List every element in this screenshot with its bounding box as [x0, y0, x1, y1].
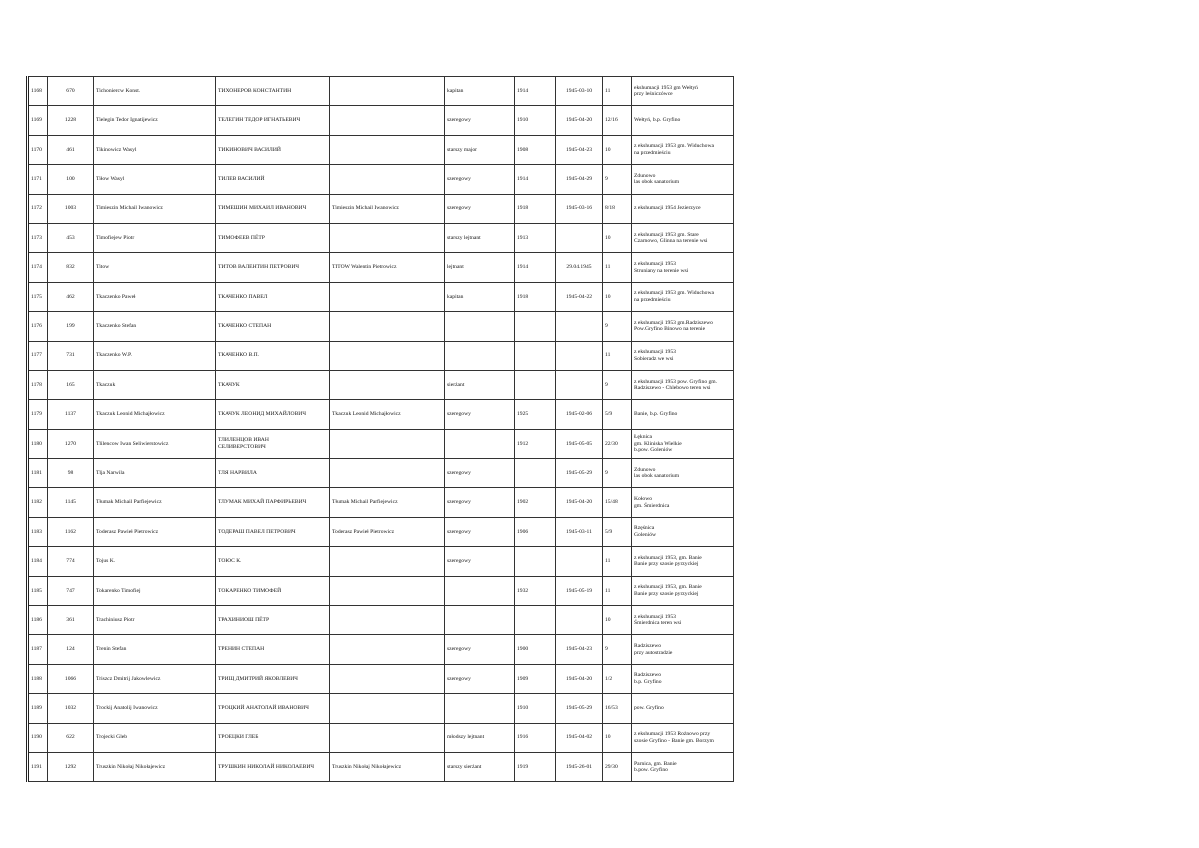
birth-year-cell: 1910 [515, 106, 556, 135]
birth-year-cell [515, 341, 556, 370]
latin-name-cell: Tlja Narwila [94, 459, 216, 488]
row-id-cell: 1168 [28, 77, 48, 106]
rank-cell: starszy major [445, 135, 515, 164]
grave-cell: 5/9 [603, 517, 632, 546]
cyrillic-name-cell: ТЛЯ НАРВИЛА [216, 459, 330, 488]
latin-name-cell: Timofiejew Piotr [94, 223, 216, 252]
cyrillic-name-cell: ТРИЩ ДМИТРИЙ ЯКОВЛЕВИЧ [216, 664, 330, 693]
rank-cell [445, 606, 515, 635]
table-row [28, 429, 734, 458]
table-row [28, 752, 734, 781]
cyrillic-name-cell: ТРОЕЦКИ ГЛЕБ [216, 723, 330, 752]
latin-name-cell: Tlilencow Iwan Seliwierstowicz [94, 429, 216, 458]
row-id-cell: 1170 [28, 135, 48, 164]
death-date-cell: 1945-03-11 [556, 517, 603, 546]
alt-name-cell: Toderasz Pawieł Pietrowicz [330, 517, 445, 546]
birth-year-cell: 1914 [515, 77, 556, 106]
latin-name-cell: Tojus K. [94, 547, 216, 576]
latin-name-cell: Tokarenko Timofiej [94, 576, 216, 605]
cyrillic-name-cell: ТИХОНЕРОВ КОНСТАНТИН [216, 77, 330, 106]
rank-cell: kapitan [445, 282, 515, 311]
alt-name-cell [330, 635, 445, 664]
table-row [28, 723, 734, 752]
record-number-cell: 462 [48, 282, 94, 311]
rank-cell: sierżant [445, 370, 515, 399]
rank-cell: kapitan [445, 77, 515, 106]
birth-year-cell [515, 547, 556, 576]
death-date-cell [556, 341, 603, 370]
death-date-cell [556, 547, 603, 576]
latin-name-cell: Timieszin Michail Iwanowicz [94, 194, 216, 223]
record-number-cell: 100 [48, 165, 94, 194]
alt-name-cell [330, 459, 445, 488]
grave-cell: 9 [603, 635, 632, 664]
birth-year-cell: 1902 [515, 488, 556, 517]
cyrillic-name-cell: ТОДЕРАШ ПАВЕЛ ПЕТРОВИЧ [216, 517, 330, 546]
grave-cell: 11 [603, 576, 632, 605]
table-row [28, 664, 734, 693]
grave-cell: 8/18 [603, 194, 632, 223]
row-id-cell: 1175 [28, 282, 48, 311]
burial-place-cell: z ekshumacji 1953, gm. Banie Banie przy szosie pyrzyckiej [632, 547, 734, 576]
grave-cell: 10 [603, 223, 632, 252]
row-id-cell: 1181 [28, 459, 48, 488]
record-number-cell: 1228 [48, 106, 94, 135]
record-number-cell: 1003 [48, 194, 94, 223]
row-id-cell: 1176 [28, 312, 48, 341]
birth-year-cell: 1925 [515, 400, 556, 429]
table-row [28, 106, 734, 135]
death-date-cell: 1945-26-01 [556, 752, 603, 781]
latin-name-cell: Trockij Anatolij Iwanowicz [94, 694, 216, 723]
cyrillic-name-cell: ТЛУМАК МИХАЙ ПАРФИРЬЕВИЧ [216, 488, 330, 517]
row-id-cell: 1169 [28, 106, 48, 135]
latin-name-cell: Tkaczenko Paweł [94, 282, 216, 311]
death-date-cell: 1945-04-23 [556, 135, 603, 164]
table-row [28, 282, 734, 311]
alt-name-cell: Timieszin Michail Iwanowicz [330, 194, 445, 223]
grave-cell: 12/16 [603, 106, 632, 135]
burial-place-cell: Kołowo gm. Śmierdnica [632, 488, 734, 517]
birth-year-cell: 1913 [515, 223, 556, 252]
cyrillic-name-cell: ТРОЦКИЙ АНАТОЛАЙ ИВАНОВИЧ [216, 694, 330, 723]
alt-name-cell: Tłumak Michail Parfiejewicz [330, 488, 445, 517]
table-row [28, 694, 734, 723]
grave-cell: 9 [603, 370, 632, 399]
latin-name-cell: Tkaczuk [94, 370, 216, 399]
row-id-cell: 1185 [28, 576, 48, 605]
record-number-cell: 98 [48, 459, 94, 488]
grave-cell: 11 [603, 253, 632, 282]
alt-name-cell [330, 282, 445, 311]
burial-place-cell: Zdunowo las obok sanatorium [632, 459, 734, 488]
death-date-cell: 1945-03-16 [556, 194, 603, 223]
birth-year-cell: 1916 [515, 723, 556, 752]
alt-name-cell [330, 370, 445, 399]
table-row [28, 165, 734, 194]
cyrillic-name-cell: ТОЮС К. [216, 547, 330, 576]
latin-name-cell: Triszcz Dmitrij Jakowlewicz [94, 664, 216, 693]
burial-place-cell: z ekshumacji 1953 Śmierdnica teren wsi [632, 606, 734, 635]
rank-cell: szeregowy [445, 547, 515, 576]
alt-name-cell [330, 341, 445, 370]
alt-name-cell [330, 165, 445, 194]
alt-name-cell [330, 664, 445, 693]
row-id-cell: 1171 [28, 165, 48, 194]
row-id-cell: 1178 [28, 370, 48, 399]
table-row [28, 312, 734, 341]
cyrillic-name-cell: ТРЕНИН СТЕПАН [216, 635, 330, 664]
alt-name-cell [330, 547, 445, 576]
row-id-cell: 1184 [28, 547, 48, 576]
table-row [28, 517, 734, 546]
table-row [28, 194, 734, 223]
record-number-cell: 747 [48, 576, 94, 605]
latin-name-cell: Titow [94, 253, 216, 282]
death-date-cell: 1945-04-23 [556, 635, 603, 664]
birth-year-cell: 1908 [515, 135, 556, 164]
latin-name-cell: Tichoniercw Konst. [94, 77, 216, 106]
rank-cell: szeregowy [445, 488, 515, 517]
cyrillic-name-cell: ТИТОВ ВАЛЕНТИН ПЕТРОВИЧ [216, 253, 330, 282]
birth-year-cell [515, 606, 556, 635]
birth-year-cell: 1900 [515, 635, 556, 664]
rank-cell [445, 694, 515, 723]
grave-cell: 10 [603, 282, 632, 311]
rank-cell [445, 341, 515, 370]
rank-cell: szeregowy [445, 517, 515, 546]
latin-name-cell: Truszkin Nikołaj Nikołajewicz [94, 752, 216, 781]
cyrillic-name-cell: ТЛИЛЕНЦОВ ИВАН СЕЛИВЕРСТОВИЧ [216, 429, 330, 458]
burial-place-cell: z ekshumacji 1953 Sobieradz we wsi [632, 341, 734, 370]
burial-place-cell: Wełtyń, b.p. Gryfino [632, 106, 734, 135]
birth-year-cell [515, 370, 556, 399]
row-id-cell: 1172 [28, 194, 48, 223]
grave-cell: 11 [603, 341, 632, 370]
rank-cell: szeregowy [445, 194, 515, 223]
alt-name-cell [330, 429, 445, 458]
death-date-cell [556, 370, 603, 399]
grave-cell: 9 [603, 312, 632, 341]
latin-name-cell: Trojecki Gleb [94, 723, 216, 752]
alt-name-cell [330, 223, 445, 252]
burial-place-cell: Banie, b.p. Gryfino [632, 400, 734, 429]
cyrillic-name-cell: ТРУШКИН НИКОЛАЙ НИКОЛАЕВИЧ [216, 752, 330, 781]
record-number-cell: 165 [48, 370, 94, 399]
birth-year-cell: 1932 [515, 576, 556, 605]
grave-cell: 9 [603, 459, 632, 488]
row-id-cell: 1190 [28, 723, 48, 752]
cyrillic-name-cell: ТИМОФЕЕВ ПЁТР [216, 223, 330, 252]
alt-name-cell [330, 106, 445, 135]
record-number-cell: 361 [48, 606, 94, 635]
latin-name-cell: Tkaczenko W.P. [94, 341, 216, 370]
burial-place-cell: z ekshumacji 1953 pow. Gryfino gm. Radziszewo - Chlebowo teren wsi [632, 370, 734, 399]
cyrillic-name-cell: ТКАЧЕНКО ПАВЕЛ [216, 282, 330, 311]
burial-place-cell: z ekshumacji 1953 gm.Radziszewo Pow.Gryfino Binowo na terenie [632, 312, 734, 341]
alt-name-cell [330, 606, 445, 635]
row-id-cell: 1173 [28, 223, 48, 252]
rank-cell: szeregowy [445, 459, 515, 488]
table-row [28, 135, 734, 164]
table-body [28, 77, 734, 782]
death-date-cell: 1945-02-06 [556, 400, 603, 429]
grave-cell: 11 [603, 77, 632, 106]
birth-year-cell: 1918 [515, 282, 556, 311]
grave-cell: 15/48 [603, 488, 632, 517]
death-date-cell: 1945-04-20 [556, 664, 603, 693]
alt-name-cell: Truszkin Nikołaj Nikołajewicz [330, 752, 445, 781]
burial-place-cell: Radziszewo b.p. Gryfino [632, 664, 734, 693]
burial-register-table [26, 76, 734, 782]
alt-name-cell [330, 694, 445, 723]
death-date-cell [556, 606, 603, 635]
grave-cell: 29/30 [603, 752, 632, 781]
table-row [28, 400, 734, 429]
latin-name-cell: Tielegin Tedor Ignatijewicz [94, 106, 216, 135]
burial-place-cell: z ekshumacji 1953 gm. Widuchowa na przedmieściu [632, 135, 734, 164]
alt-name-cell: Tkaczuk Leonid Michajłowicz [330, 400, 445, 429]
latin-name-cell: Tkaczuk Leonid Michajłowicz [94, 400, 216, 429]
rank-cell [445, 576, 515, 605]
row-id-cell: 1186 [28, 606, 48, 635]
row-id-cell: 1182 [28, 488, 48, 517]
burial-place-cell: Rzęśnica Goleniów [632, 517, 734, 546]
death-date-cell: 1945-05-29 [556, 694, 603, 723]
death-date-cell: 1945-04-29 [556, 165, 603, 194]
latin-name-cell: Tikinowicz Wasyl [94, 135, 216, 164]
grave-cell: 22/30 [603, 429, 632, 458]
alt-name-cell [330, 312, 445, 341]
latin-name-cell: Toderasz Pawieł Pietrowicz [94, 517, 216, 546]
table-row [28, 253, 734, 282]
table-row [28, 370, 734, 399]
grave-cell: 10 [603, 606, 632, 635]
cyrillic-name-cell: ТКАЧУК [216, 370, 330, 399]
grave-cell: 11 [603, 547, 632, 576]
burial-place-cell: Łęknica gm. Kliniska Wielkie b.pow. Goleniów [632, 429, 734, 458]
cyrillic-name-cell: ТОКАРЕНКО ТИМОФЕЙ [216, 576, 330, 605]
death-date-cell: 1945-04-20 [556, 488, 603, 517]
table-row [28, 459, 734, 488]
birth-year-cell: 1910 [515, 694, 556, 723]
rank-cell: starszy sierżant [445, 752, 515, 781]
death-date-cell: 1945-05-19 [556, 576, 603, 605]
rank-cell: szeregowy [445, 635, 515, 664]
birth-year-cell: 1918 [515, 194, 556, 223]
latin-name-cell: Trenin Stefan [94, 635, 216, 664]
table-row [28, 223, 734, 252]
rank-cell: młodszy lejtnant [445, 723, 515, 752]
record-number-cell: 1270 [48, 429, 94, 458]
burial-place-cell: Radziszewo przy autostradzie [632, 635, 734, 664]
row-id-cell: 1179 [28, 400, 48, 429]
burial-place-cell: z ekshumacji 1954 Jezierzyce [632, 194, 734, 223]
latin-name-cell: Tiłow Wasyl [94, 165, 216, 194]
cyrillic-name-cell: ТИМЕШИН МИХАИЛ ИВАНОВИЧ [216, 194, 330, 223]
record-number-cell: 622 [48, 723, 94, 752]
grave-cell: 9 [603, 165, 632, 194]
record-number-cell: 199 [48, 312, 94, 341]
latin-name-cell: Trachiniusz Piotr [94, 606, 216, 635]
death-date-cell [556, 223, 603, 252]
birth-year-cell: 1909 [515, 664, 556, 693]
record-number-cell: 832 [48, 253, 94, 282]
burial-place-cell: pow. Gryfino [632, 694, 734, 723]
rank-cell: starszy lejtnant [445, 223, 515, 252]
table-row [28, 606, 734, 635]
birth-year-cell [515, 459, 556, 488]
row-id-cell: 1180 [28, 429, 48, 458]
grave-cell: 16/53 [603, 694, 632, 723]
burial-place-cell: z ekshumacji 1953 gm. Widuchowa na przedmieściu [632, 282, 734, 311]
cyrillic-name-cell: ТРАХИНИОШ ПЁТР [216, 606, 330, 635]
rank-cell: szeregowy [445, 165, 515, 194]
burial-place-cell: z ekshumacji 1953, gm. Banie Banie przy szosie pyrzyckiej [632, 576, 734, 605]
table-row [28, 488, 734, 517]
cyrillic-name-cell: ТЕЛЕГИН ТЕДОР ИГНАТЬЕВИЧ [216, 106, 330, 135]
death-date-cell: 1945-05-29 [556, 459, 603, 488]
record-number-cell: 1162 [48, 517, 94, 546]
birth-year-cell: 1919 [515, 752, 556, 781]
cyrillic-name-cell: ТИКИНОВИЧ ВАСИЛИЙ [216, 135, 330, 164]
grave-cell: 10 [603, 723, 632, 752]
table-row [28, 635, 734, 664]
row-id-cell: 1189 [28, 694, 48, 723]
row-id-cell: 1187 [28, 635, 48, 664]
table-row [28, 547, 734, 576]
alt-name-cell [330, 576, 445, 605]
burial-place-cell: Parnica, gm. Banie b.pow. Gryfino [632, 752, 734, 781]
birth-year-cell: 1914 [515, 253, 556, 282]
record-number-cell: 124 [48, 635, 94, 664]
cyrillic-name-cell: ТКАЧУК ЛЕОНИД МИХАЙЛОВИЧ [216, 400, 330, 429]
record-number-cell: 1066 [48, 664, 94, 693]
record-number-cell: 453 [48, 223, 94, 252]
cyrillic-name-cell: ТКАЧЕНКО СТЕПАН [216, 312, 330, 341]
death-date-cell: 1945-04-22 [556, 282, 603, 311]
death-date-cell: 1945-05-05 [556, 429, 603, 458]
death-date-cell [556, 312, 603, 341]
burial-place-cell: ekshumacji 1953 gm Wełtyń przy leśniczówce [632, 77, 734, 106]
burial-place-cell: z ekshumacji 1953 Struniany na terenie wsi [632, 253, 734, 282]
record-number-cell: 731 [48, 341, 94, 370]
burial-place-cell: z ekshumacji 1953 Rożnowo przy szosie Gryfino - Banie gm. Borzym [632, 723, 734, 752]
rank-cell: szeregowy [445, 664, 515, 693]
row-id-cell: 1188 [28, 664, 48, 693]
grave-cell: 10 [603, 135, 632, 164]
rank-cell [445, 429, 515, 458]
record-number-cell: 774 [48, 547, 94, 576]
record-number-cell: 1145 [48, 488, 94, 517]
burial-place-cell: z ekshumacji 1953 gm. Stare Czarnowo, Glinna na terenie wsi [632, 223, 734, 252]
death-date-cell: 1945-04-02 [556, 723, 603, 752]
alt-name-cell: TITOW Walentin Pietrowicz [330, 253, 445, 282]
birth-year-cell: 1914 [515, 165, 556, 194]
rank-cell [445, 312, 515, 341]
latin-name-cell: Tkaczenko Stefan [94, 312, 216, 341]
birth-year-cell [515, 312, 556, 341]
grave-cell: 1/2 [603, 664, 632, 693]
table-row [28, 77, 734, 106]
row-id-cell: 1183 [28, 517, 48, 546]
rank-cell: szeregowy [445, 106, 515, 135]
birth-year-cell: 1906 [515, 517, 556, 546]
record-number-cell: 1292 [48, 752, 94, 781]
latin-name-cell: Tłumak Michail Parfiejewicz [94, 488, 216, 517]
record-number-cell: 1032 [48, 694, 94, 723]
row-id-cell: 1191 [28, 752, 48, 781]
alt-name-cell [330, 723, 445, 752]
table-row [28, 341, 734, 370]
birth-year-cell: 1912 [515, 429, 556, 458]
death-date-cell: 29.04.1945 [556, 253, 603, 282]
row-id-cell: 1174 [28, 253, 48, 282]
record-number-cell: 1137 [48, 400, 94, 429]
cyrillic-name-cell: ТИЛЕВ ВАСИЛИЙ [216, 165, 330, 194]
cyrillic-name-cell: ТКАЧЕНКО В.П. [216, 341, 330, 370]
death-date-cell: 1945-04-20 [556, 106, 603, 135]
alt-name-cell [330, 77, 445, 106]
record-number-cell: 670 [48, 77, 94, 106]
rank-cell: szeregowy [445, 400, 515, 429]
grave-cell: 5/9 [603, 400, 632, 429]
rank-cell: lejtnant [445, 253, 515, 282]
alt-name-cell [330, 135, 445, 164]
table-row [28, 576, 734, 605]
death-date-cell: 1945-03-10 [556, 77, 603, 106]
record-number-cell: 461 [48, 135, 94, 164]
burial-place-cell: Zdunowo las obok sanatorium [632, 165, 734, 194]
row-id-cell: 1177 [28, 341, 48, 370]
